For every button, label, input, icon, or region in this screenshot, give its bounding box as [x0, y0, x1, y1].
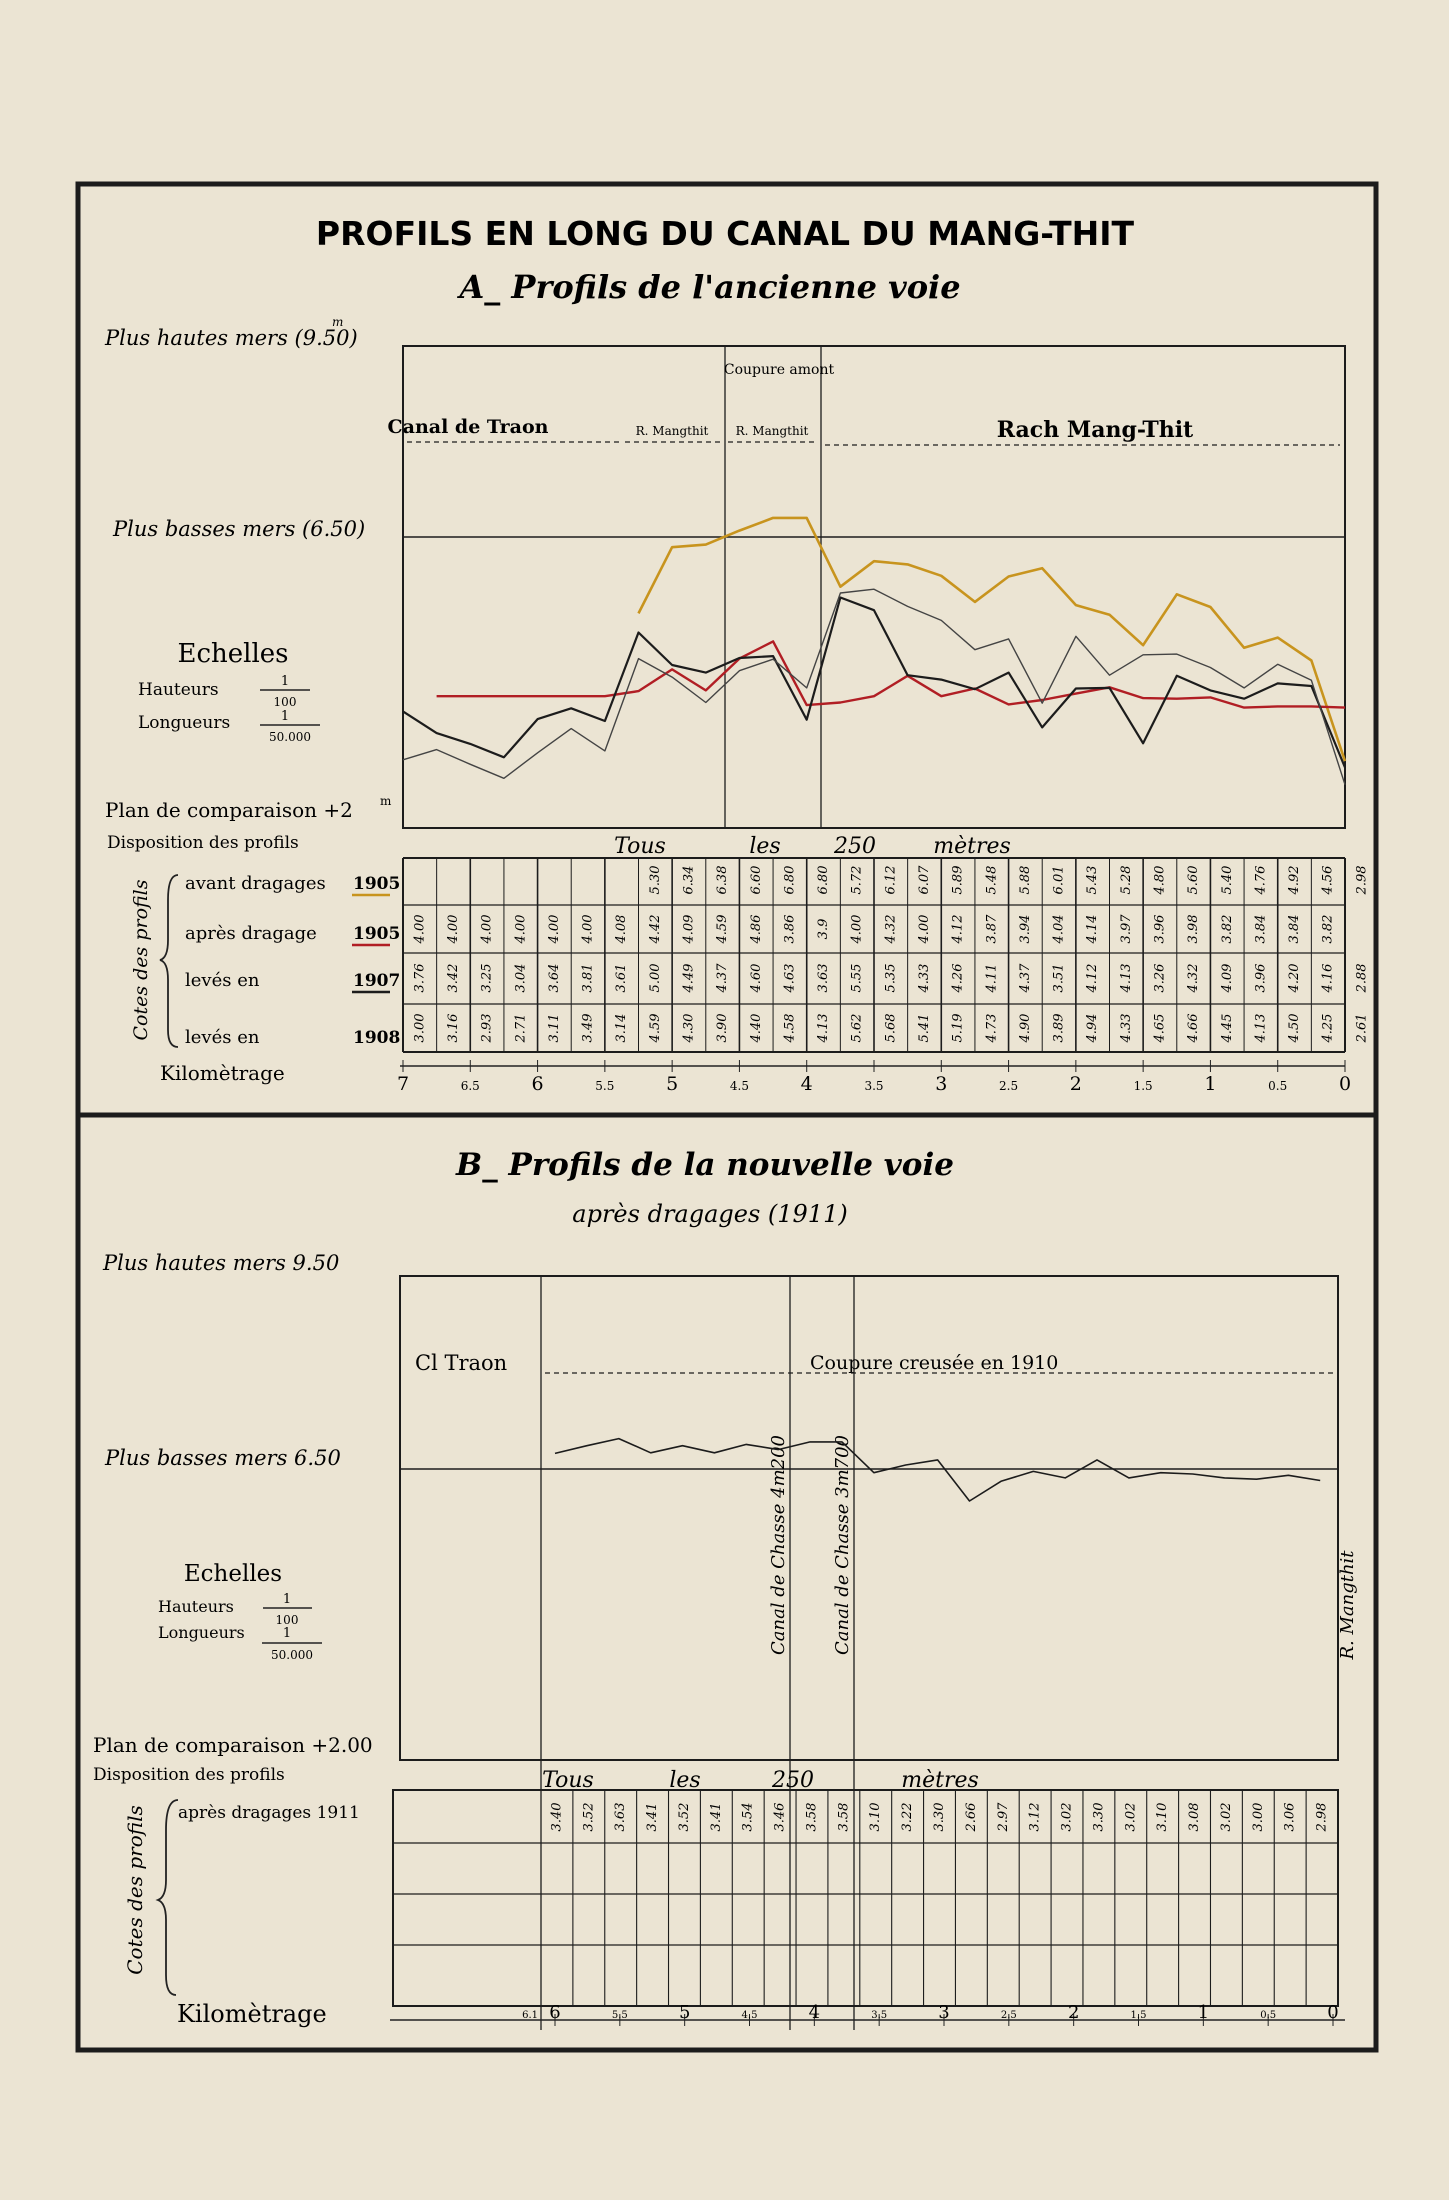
a-cote-leves_1907: 4.63 — [782, 963, 798, 993]
a-cote-apres_1905: 4.00 — [546, 914, 562, 944]
a-250: 250 — [834, 834, 876, 859]
a-km-label: 2 — [1069, 1073, 1082, 1095]
b-cote-1911: 3.54 — [740, 1802, 756, 1832]
b-cote-1911: 3.02 — [1059, 1802, 1075, 1832]
a-row3-label: levés en — [185, 1027, 260, 1048]
a-cote-apres_1905: 3.94 — [1017, 914, 1033, 944]
a-cote-leves_1907: 3.42 — [446, 963, 461, 993]
a-cote-leves_1908: 3.00 — [412, 1013, 428, 1043]
b-km-label: 3.5 — [871, 2010, 888, 2021]
a-cote-avant_1905: 5.43 — [1085, 865, 1101, 895]
a-cote-leves_1907: 4.49 — [681, 963, 697, 993]
b-row-label: après dragages 1911 — [178, 1803, 360, 1823]
a-plan-label: Plan de comparaison +2 — [105, 798, 353, 822]
a-cote-avant_1905: 5.60 — [1186, 865, 1202, 895]
b-disposition: Disposition des profils — [93, 1765, 285, 1785]
a-metres: mètres — [933, 834, 1011, 859]
a-hauteurs-den: 100 — [273, 695, 297, 709]
b-cote-1911: 3.58 — [804, 1802, 820, 1832]
a-cote-leves_1907: 3.96 — [1253, 963, 1269, 993]
a-cote-leves_1908: 4.13 — [1253, 1013, 1269, 1043]
a-plan-sup: m — [380, 794, 392, 808]
a-cote-avant_1905: 5.89 — [950, 865, 966, 895]
a-cote-leves_1908: 3.90 — [715, 1013, 731, 1043]
a-cote-apres_1905: 3.96 — [1152, 914, 1168, 944]
b-cote-1911: 3.41 — [708, 1802, 724, 1832]
a-cote-apres_1905: 4.04 — [1051, 914, 1067, 944]
b-traon-label: Cl Traon — [415, 1351, 508, 1375]
b-rmangthit-label: R. Mangthit — [1337, 1550, 1358, 1660]
a-cote-apres_1905: 4.86 — [748, 914, 764, 944]
b-les: les — [669, 1768, 701, 1793]
panel-a-subtitle: A_ Profils de l'ancienne voie — [459, 268, 961, 306]
a-cote-leves_1908: 4.45 — [1219, 1013, 1235, 1043]
b-hauteurs-den: 100 — [275, 1613, 299, 1627]
panel-b-subtitle2: après dragages (1911) — [572, 1200, 848, 1228]
a-cote-leves_1908: 4.94 — [1085, 1013, 1101, 1043]
a-tous: Tous — [614, 834, 666, 859]
a-km-label: 0.5 — [1268, 1079, 1288, 1093]
a-kilometrage: Kilomètrage — [160, 1061, 285, 1085]
b-hauteurs-num: 1 — [282, 1592, 292, 1607]
b-km-label: 2.5 — [1000, 2010, 1017, 2021]
a-longueurs-den: 50.000 — [269, 730, 311, 744]
a-row0-label: avant dragages — [185, 873, 326, 894]
a-km-label: 6.5 — [460, 1079, 480, 1093]
b-km-label: 6 — [549, 2002, 561, 2023]
b-km-label: 4 — [808, 2002, 821, 2023]
b-cote-1911: 3.41 — [645, 1802, 661, 1832]
a-cote-leves_1907: 3.63 — [816, 963, 831, 993]
b-cote-1911: 3.30 — [1091, 1802, 1107, 1832]
a-cote-leves_1907: 4.60 — [748, 963, 764, 993]
b-cote-1911: 3.52 — [581, 1802, 597, 1832]
b-cote-1911: 3.02 — [1123, 1802, 1139, 1832]
a-cote-leves_1907: 4.16 — [1320, 963, 1336, 993]
a-cote-avant_1905: 5.88 — [1017, 865, 1033, 895]
a-cote-leves_1908: 4.58 — [782, 1013, 798, 1043]
a-row1-year: 1905 — [353, 924, 401, 944]
a-cote-leves_1907: 4.11 — [984, 963, 1000, 993]
a-cote-avant_1905: 5.30 — [647, 865, 663, 895]
a-cote-leves_1907: 2.88 — [1354, 963, 1370, 993]
a-cote-leves_1908: 4.40 — [748, 1013, 764, 1043]
a-cote-apres_1905: 4.59 — [715, 914, 731, 944]
a-km-label: 4.5 — [729, 1079, 749, 1093]
a-cote-apres_1905: 4.00 — [849, 914, 865, 944]
b-canal2-label: Canal de Chasse 3m700 — [832, 1434, 853, 1656]
a-cote-leves_1907: 4.12 — [1085, 963, 1101, 993]
b-km-label: 3 — [938, 2002, 950, 2023]
a-cote-apres_1905: 4.00 — [412, 914, 428, 944]
a-section-coupure: Coupure amont — [723, 362, 835, 378]
a-cote-leves_1907: 4.09 — [1219, 963, 1235, 993]
a-cote-avant_1905: 4.76 — [1253, 865, 1269, 895]
b-cote-1911: 3.63 — [613, 1802, 629, 1832]
b-coupure-label: Coupure creusée en 1910 — [810, 1352, 1059, 1374]
a-cote-leves_1907: 5.00 — [647, 963, 663, 993]
a-cote-leves_1908: 2.61 — [1354, 1013, 1370, 1043]
a-cote-apres_1905: 3.9 — [816, 918, 831, 940]
a-cote-avant_1905: 6.12 — [883, 865, 899, 895]
a-cote-apres_1905: 4.00 — [580, 914, 596, 944]
a-cote-leves_1907: 4.37 — [1017, 963, 1033, 993]
a-cote-leves_1908: 2.71 — [513, 1013, 529, 1043]
a-km-label: 3 — [935, 1073, 948, 1095]
a-cote-apres_1905: 3.86 — [782, 914, 798, 944]
a-cote-apres_1905: 4.00 — [513, 914, 529, 944]
a-cote-apres_1905: 4.42 — [647, 914, 663, 944]
a-cotes-label: Cotes des profils — [130, 879, 152, 1041]
b-km-label: 0 — [1327, 2002, 1339, 2023]
b-km-label: 5.5 — [611, 2010, 628, 2021]
a-cote-leves_1908: 4.30 — [681, 1013, 697, 1043]
b-kilometrage: Kilomètrage — [177, 2000, 327, 2028]
b-cote-1911: 3.10 — [868, 1802, 884, 1832]
a-cote-leves_1908: 5.41 — [917, 1013, 932, 1043]
a-cote-leves_1908: 3.16 — [446, 1013, 461, 1043]
a-cote-leves_1908: 4.50 — [1287, 1013, 1302, 1043]
a-km-label: 2.5 — [999, 1079, 1019, 1093]
a-cote-leves_1908: 4.13 — [816, 1013, 831, 1043]
b-km-label: 2 — [1067, 2002, 1080, 2023]
a-cote-avant_1905: 5.72 — [849, 865, 865, 895]
a-cote-leves_1908: 3.49 — [580, 1013, 596, 1043]
a-cote-avant_1905: 5.28 — [1118, 865, 1134, 895]
a-cote-apres_1905: 3.82 — [1219, 914, 1235, 944]
a-cote-leves_1907: 3.25 — [479, 963, 495, 993]
a-cote-leves_1907: 3.81 — [580, 963, 596, 993]
b-km-label: 1.5 — [1130, 2010, 1147, 2021]
a-km-label: 4 — [800, 1073, 813, 1095]
a-cote-apres_1905: 3.87 — [984, 914, 1000, 944]
a-hauteurs-num: 1 — [280, 674, 290, 689]
a-km-label: 7 — [396, 1073, 410, 1095]
a-cote-avant_1905: 6.80 — [816, 865, 831, 895]
a-km-label: 1.5 — [1133, 1079, 1153, 1093]
a-cote-leves_1908: 4.73 — [984, 1013, 1000, 1043]
a-cote-leves_1908: 3.89 — [1051, 1013, 1067, 1043]
b-hauteurs: Hauteurs — [158, 1597, 234, 1616]
b-canal1-label: Canal de Chasse 4m200 — [768, 1434, 789, 1656]
b-250: 250 — [772, 1768, 814, 1793]
a-km-label: 5 — [666, 1073, 679, 1095]
a-cote-apres_1905: 4.32 — [883, 914, 899, 944]
a-cote-apres_1905: 3.84 — [1253, 914, 1269, 944]
a-row2-year: 1907 — [353, 971, 401, 991]
a-cote-apres_1905: 4.08 — [614, 914, 630, 944]
b-km-label: 6.1 — [522, 2010, 538, 2021]
a-cote-leves_1907: 5.35 — [883, 963, 899, 993]
a-cote-apres_1905: 3.97 — [1118, 914, 1134, 944]
a-basses-mers-label: Plus basses mers (6.50) — [113, 517, 366, 541]
b-cote-1911: 3.10 — [1155, 1802, 1171, 1832]
a-cote-avant_1905: 2.98 — [1354, 865, 1370, 895]
b-tous: Tous — [542, 1768, 594, 1793]
b-plan-label: Plan de comparaison +2.00 — [93, 1733, 373, 1757]
b-cote-1911: 2.98 — [1314, 1802, 1330, 1832]
a-km-label: 6 — [531, 1073, 544, 1095]
a-cote-avant_1905: 6.34 — [681, 865, 697, 895]
b-echelles: Echelles — [183, 1561, 283, 1587]
a-row3-year: 1908 — [353, 1028, 401, 1048]
a-cote-apres_1905: 4.00 — [446, 914, 461, 944]
b-cote-1911: 3.46 — [772, 1802, 788, 1832]
b-km-label: 5 — [678, 2002, 691, 2023]
b-km-label: 0.5 — [1260, 2010, 1277, 2021]
a-row0-year: 1905 — [353, 874, 401, 894]
b-cote-1911: 2.97 — [995, 1802, 1011, 1832]
a-hauteurs: Hauteurs — [138, 680, 219, 700]
a-cote-apres_1905: 3.98 — [1186, 914, 1202, 944]
b-km-label: 1 — [1197, 2002, 1210, 2023]
a-cote-avant_1905: 6.01 — [1051, 865, 1067, 895]
a-cote-leves_1908: 3.11 — [546, 1013, 562, 1043]
a-cote-leves_1907: 4.26 — [950, 963, 966, 993]
a-cote-avant_1905: 6.38 — [715, 865, 731, 895]
a-cote-leves_1907: 4.13 — [1118, 963, 1134, 993]
a-cote-leves_1907: 4.33 — [917, 963, 932, 993]
a-row1-label: après dragage — [185, 923, 317, 944]
a-section-rmangthit-1: R. Mangthit — [635, 424, 709, 438]
a-cote-avant_1905: 6.07 — [917, 865, 932, 895]
b-longueurs-num: 1 — [282, 1626, 292, 1641]
a-hautes-mers-label: Plus hautes mers (9.50) — [105, 326, 358, 350]
a-cote-leves_1907: 5.55 — [849, 963, 865, 993]
b-basses-mers-label: Plus basses mers 6.50 — [105, 1446, 341, 1470]
a-cote-leves_1908: 5.68 — [883, 1013, 899, 1043]
a-cote-apres_1905: 4.00 — [917, 914, 932, 944]
a-cote-apres_1905: 4.00 — [479, 914, 495, 944]
a-cote-leves_1908: 4.66 — [1186, 1013, 1202, 1043]
b-cotes-label: Cotes des profils — [123, 1805, 147, 1975]
a-longueurs-num: 1 — [280, 709, 290, 724]
a-km-label: 0 — [1338, 1073, 1352, 1095]
b-cote-1911: 3.58 — [836, 1802, 852, 1832]
b-hautes-mers-label: Plus hautes mers 9.50 — [103, 1251, 340, 1275]
a-cote-leves_1907: 4.37 — [715, 963, 731, 993]
a-cote-leves_1908: 3.14 — [614, 1013, 630, 1043]
b-cote-1911: 3.02 — [1218, 1802, 1234, 1832]
a-section-rmangthit-2: R. Mangthit — [735, 424, 809, 438]
a-section-canal-traon: Canal de Traon — [387, 416, 549, 438]
b-cote-1911: 3.30 — [932, 1802, 947, 1832]
a-cote-avant_1905: 5.48 — [984, 865, 1000, 895]
a-cote-apres_1905: 4.09 — [681, 914, 697, 944]
b-longueurs: Longueurs — [158, 1623, 245, 1642]
a-cote-apres_1905: 4.14 — [1085, 914, 1101, 944]
a-km-label: 5.5 — [595, 1079, 615, 1093]
a-row2-label: levés en — [185, 970, 260, 991]
a-cote-leves_1908: 5.19 — [950, 1013, 966, 1043]
a-les: les — [749, 834, 781, 859]
a-cote-leves_1907: 4.20 — [1287, 963, 1302, 993]
a-cote-leves_1908: 5.62 — [849, 1013, 865, 1043]
a-cote-avant_1905: 4.80 — [1152, 865, 1168, 895]
a-longueurs: Longueurs — [138, 713, 231, 733]
b-metres: mètres — [901, 1768, 979, 1793]
b-longueurs-den: 50.000 — [271, 1648, 313, 1662]
a-cote-leves_1908: 4.65 — [1152, 1013, 1168, 1043]
a-cote-avant_1905: 5.40 — [1219, 865, 1235, 895]
b-cote-1911: 3.06 — [1282, 1802, 1298, 1832]
b-cote-1911: 3.12 — [1027, 1802, 1043, 1832]
a-section-rach: Rach Mang-Thit — [996, 417, 1194, 443]
a-km-label: 1 — [1204, 1073, 1217, 1095]
a-km-label: 3.5 — [864, 1079, 884, 1093]
b-cote-1911: 3.22 — [900, 1802, 916, 1832]
a-cote-leves_1907: 3.64 — [546, 963, 562, 993]
b-cote-1911: 3.00 — [1250, 1802, 1266, 1832]
a-cote-leves_1908: 4.33 — [1118, 1013, 1134, 1043]
a-hautes-mers-sup: m — [332, 315, 344, 329]
a-cote-leves_1908: 4.90 — [1017, 1013, 1033, 1043]
a-echelles: Echelles — [177, 639, 289, 669]
a-cote-apres_1905: 3.82 — [1320, 914, 1336, 944]
b-cote-1911: 3.52 — [677, 1802, 692, 1832]
panel-b-subtitle: B_ Profils de la nouvelle voie — [456, 1147, 954, 1183]
a-cote-leves_1907: 3.04 — [513, 963, 529, 993]
a-cote-avant_1905: 4.56 — [1320, 865, 1336, 895]
a-cote-leves_1908: 2.93 — [479, 1013, 495, 1043]
a-cote-leves_1907: 3.61 — [614, 963, 630, 993]
figure-title: PROFILS EN LONG DU CANAL DU MANG-THIT — [315, 214, 1135, 253]
b-cote-1911: 3.08 — [1187, 1802, 1202, 1832]
a-cote-avant_1905: 6.80 — [782, 865, 798, 895]
a-cote-leves_1907: 3.26 — [1152, 963, 1168, 993]
a-cote-leves_1908: 4.59 — [647, 1013, 663, 1043]
b-cote-1911: 2.66 — [963, 1802, 979, 1832]
a-cote-leves_1908: 4.25 — [1320, 1013, 1336, 1043]
a-cote-apres_1905: 3.84 — [1287, 914, 1302, 944]
a-cote-leves_1907: 3.51 — [1051, 963, 1067, 993]
a-cote-apres_1905: 4.12 — [950, 914, 966, 944]
a-cote-leves_1907: 3.76 — [412, 963, 428, 993]
a-disposition: Disposition des profils — [107, 833, 299, 853]
b-km-label: 4.5 — [741, 2010, 758, 2021]
a-cote-leves_1907: 4.32 — [1186, 963, 1202, 993]
b-cote-1911: 3.40 — [549, 1802, 565, 1832]
a-cote-avant_1905: 4.92 — [1287, 865, 1302, 895]
a-cote-avant_1905: 6.60 — [748, 865, 764, 895]
